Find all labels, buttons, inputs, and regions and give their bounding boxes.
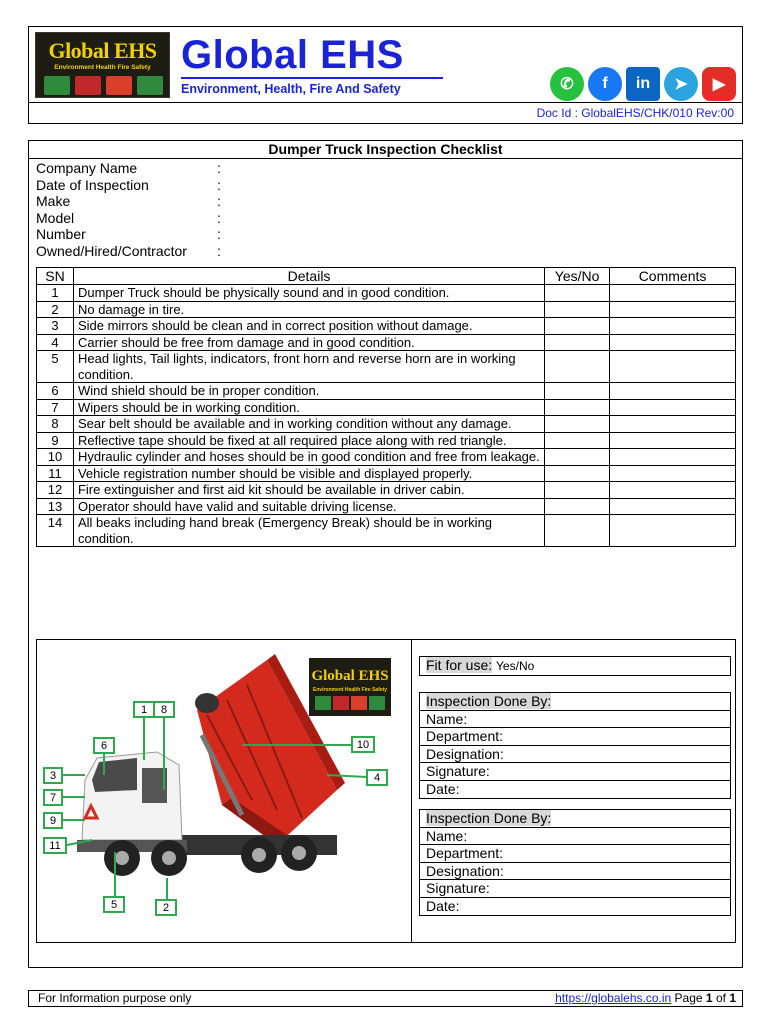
row-yes-no-cell[interactable] xyxy=(545,301,610,318)
global-ehs-logo xyxy=(35,32,170,98)
row-yes-no-cell[interactable] xyxy=(545,449,610,466)
footer-note: For Information purpose only xyxy=(38,991,192,1005)
row-details: Hydraulic cylinder and hoses should be in good condition and free from leakage. xyxy=(73,449,544,466)
info-label: Company Name xyxy=(36,160,138,176)
row-comments-cell[interactable] xyxy=(610,432,736,449)
row-sn: 7 xyxy=(37,399,74,416)
col-yes-no: Yes/No xyxy=(545,268,610,285)
inspection-title xyxy=(420,693,730,711)
inspection-block-2 xyxy=(419,809,731,916)
info-sep: : xyxy=(217,176,221,193)
row-sn: 3 xyxy=(37,318,74,335)
health-icon xyxy=(75,76,101,95)
info-sep: : xyxy=(217,226,221,243)
inspection-area xyxy=(36,639,736,943)
table-row xyxy=(37,285,736,302)
info-label: Owned/Hired/Contractor xyxy=(36,242,187,259)
row-comments-cell[interactable] xyxy=(610,301,736,318)
document-header xyxy=(28,26,743,124)
row-yes-no-cell[interactable] xyxy=(545,465,610,482)
row-details: No damage in tire. xyxy=(73,301,544,318)
dumper-truck-illustration xyxy=(77,654,345,876)
table-header-row xyxy=(37,268,736,285)
doc-id: Doc Id : GlobalEHS/CHK/010 Rev:00 xyxy=(536,106,734,120)
table-row xyxy=(37,383,736,400)
col-comments: Comments xyxy=(610,268,736,285)
row-sn: 12 xyxy=(37,482,74,499)
row-yes-no-cell[interactable] xyxy=(545,334,610,351)
youtube-icon[interactable]: ▶ xyxy=(702,67,736,101)
info-label: Date of Inspection xyxy=(36,176,149,193)
inspection-name-field[interactable]: Name: xyxy=(420,711,730,729)
info-fields xyxy=(36,160,221,260)
info-row xyxy=(36,210,221,227)
inspection-date-field[interactable]: Date: xyxy=(426,780,460,797)
row-comments-cell[interactable] xyxy=(610,318,736,335)
checklist-title: Dumper Truck Inspection Checklist xyxy=(29,141,742,159)
row-sn: 5 xyxy=(37,351,74,383)
row-sn: 14 xyxy=(37,515,74,547)
whatsapp-icon[interactable]: ✆ xyxy=(550,67,584,101)
row-comments-cell[interactable] xyxy=(610,351,736,383)
row-details: Carrier should be free from damage and in good condition. xyxy=(73,334,544,351)
brand-block xyxy=(181,33,443,96)
checklist-body xyxy=(37,285,736,547)
inspection-signature-field[interactable]: Signature: xyxy=(420,763,730,781)
table-row xyxy=(37,351,736,383)
logo-title: Global EHS xyxy=(48,38,157,63)
inspection-block-1 xyxy=(419,692,731,799)
row-comments-cell[interactable] xyxy=(610,482,736,499)
brand-title: Global EHS xyxy=(181,33,443,79)
row-yes-no-cell[interactable] xyxy=(545,482,610,499)
inspection-title-text: Inspection Done By: xyxy=(426,810,552,826)
row-comments-cell[interactable] xyxy=(610,465,736,482)
table-row xyxy=(37,416,736,433)
fit-for-use-label: Fit for use: xyxy=(426,657,493,673)
inspection-department-field[interactable]: Department: xyxy=(420,728,730,746)
row-details: Sear belt should be available and in working condition without any damage. xyxy=(73,416,544,433)
row-sn: 1 xyxy=(37,285,74,302)
info-label: Make xyxy=(36,193,71,210)
info-row xyxy=(36,193,221,210)
info-row xyxy=(36,177,221,194)
fit-for-use-value: Yes/No xyxy=(496,659,535,673)
fit-for-use-row[interactable] xyxy=(420,657,730,675)
header-banner xyxy=(29,27,742,103)
social-links xyxy=(550,67,736,101)
callout-2: 2 xyxy=(162,902,170,914)
row-sn: 6 xyxy=(37,383,74,400)
page-current: 1 xyxy=(705,991,713,1005)
truck-figure-panel xyxy=(37,640,412,942)
table-row xyxy=(37,399,736,416)
row-sn: 2 xyxy=(37,301,74,318)
table-row xyxy=(37,334,736,351)
callout-8: 8 xyxy=(160,704,168,716)
table-row xyxy=(37,301,736,318)
row-sn: 13 xyxy=(37,498,74,515)
row-sn: 8 xyxy=(37,416,74,433)
row-comments-cell[interactable] xyxy=(610,383,736,400)
table-row xyxy=(37,482,736,499)
table-row xyxy=(37,449,736,466)
callout-6: 6 xyxy=(100,740,108,752)
row-yes-no-cell[interactable] xyxy=(545,285,610,302)
row-details: Dumper Truck should be physically sound and in good condition. xyxy=(73,285,544,302)
row-details: Side mirrors should be clean and in correct position without damage. xyxy=(73,318,544,335)
telegram-icon[interactable]: ➤ xyxy=(664,67,698,101)
row-details: Wipers should be in working condition. xyxy=(73,399,544,416)
checklist-section xyxy=(28,140,743,968)
inspection-signature-field[interactable]: Signature: xyxy=(420,880,730,898)
row-details: Wind shield should be in proper condition. xyxy=(73,383,544,400)
brand-subtitle: Environment, Health, Fire And Safety xyxy=(181,82,401,96)
figure-logo-subtitle: Environment Health Fire Safety xyxy=(312,687,388,693)
info-label: Model xyxy=(36,209,75,226)
inspection-name-field[interactable]: Name: xyxy=(420,828,730,846)
row-details: Reflective tape should be fixed at all required place along with red triangle. xyxy=(73,432,544,449)
checklist-table xyxy=(36,267,736,547)
info-row xyxy=(36,243,221,260)
row-sn: 4 xyxy=(37,334,74,351)
inspection-designation-field[interactable]: Designation: xyxy=(420,746,730,764)
info-sep: : xyxy=(217,193,221,210)
row-yes-no-cell[interactable] xyxy=(545,318,610,335)
row-sn: 10 xyxy=(37,449,74,466)
page-footer xyxy=(28,990,743,1007)
inspection-title-text: Inspection Done By: xyxy=(426,693,552,709)
row-details: Fire extinguisher and first aid kit should be available in driver cabin. xyxy=(73,482,544,499)
col-details: Details xyxy=(73,268,544,285)
table-row xyxy=(37,318,736,335)
logo-subtitle: Environment Health Fire Safety xyxy=(54,64,151,71)
callout-1: 1 xyxy=(140,704,148,716)
row-comments-cell[interactable] xyxy=(610,498,736,515)
callout-9: 9 xyxy=(49,815,57,827)
inspection-department-field[interactable]: Department: xyxy=(420,845,730,863)
environment-icon xyxy=(44,76,70,95)
row-comments-cell[interactable] xyxy=(610,399,736,416)
fire-icon xyxy=(106,76,132,95)
inspection-date-field[interactable]: Date: xyxy=(426,897,460,914)
callout-11: 11 xyxy=(49,840,61,852)
page-label: Page xyxy=(674,991,703,1005)
row-details: All beaks including hand break (Emergency Break) should be in working condition. xyxy=(73,515,544,547)
truck-diagram xyxy=(37,640,412,942)
info-sep: : xyxy=(217,242,221,259)
row-comments-cell[interactable] xyxy=(610,285,736,302)
row-comments-cell[interactable] xyxy=(610,416,736,433)
row-yes-no-cell[interactable] xyxy=(545,351,610,383)
callout-7: 7 xyxy=(49,792,57,804)
logo-emblems xyxy=(44,76,163,96)
col-sn: SN xyxy=(37,268,74,285)
row-sn: 9 xyxy=(37,432,74,449)
inspection-designation-field[interactable]: Designation: xyxy=(420,863,730,881)
info-sep: : xyxy=(217,160,221,176)
row-yes-no-cell[interactable] xyxy=(545,498,610,515)
fit-for-use-box xyxy=(419,656,731,676)
row-yes-no-cell[interactable] xyxy=(545,416,610,433)
row-sn: 11 xyxy=(37,465,74,482)
callout-5: 5 xyxy=(110,899,118,911)
table-row xyxy=(37,515,736,547)
figure-logo xyxy=(309,658,391,716)
row-comments-cell[interactable] xyxy=(610,449,736,466)
facebook-icon[interactable]: f xyxy=(588,67,622,101)
inspection-title xyxy=(420,810,730,828)
callout-3: 3 xyxy=(49,770,57,782)
page-of: of xyxy=(715,991,726,1005)
row-comments-cell[interactable] xyxy=(610,515,736,547)
row-comments-cell[interactable] xyxy=(610,334,736,351)
info-row xyxy=(36,160,221,177)
safety-icon xyxy=(137,76,163,95)
info-row xyxy=(36,226,221,243)
page-total: 1 xyxy=(729,991,736,1005)
linkedin-icon[interactable]: in xyxy=(626,67,660,101)
row-yes-no-cell[interactable] xyxy=(545,515,610,547)
row-details: Vehicle registration number should be visible and displayed properly. xyxy=(73,465,544,482)
info-label: Number xyxy=(36,226,86,243)
row-details: Operator should have valid and suitable driving license. xyxy=(73,498,544,515)
figure-logo-title: Global EHS xyxy=(311,668,389,684)
row-details: Head lights, Tail lights, indicators, front horn and reverse horn are in working condition. xyxy=(73,351,544,383)
table-row xyxy=(37,498,736,515)
info-sep: : xyxy=(217,209,221,226)
table-row xyxy=(37,465,736,482)
row-yes-no-cell[interactable] xyxy=(545,383,610,400)
sign-off-panel xyxy=(412,640,735,942)
website-link[interactable]: https://globalehs.co.in xyxy=(555,991,672,1005)
footer-right xyxy=(555,991,736,1006)
row-yes-no-cell[interactable] xyxy=(545,399,610,416)
callout-4: 4 xyxy=(373,772,381,784)
row-yes-no-cell[interactable] xyxy=(545,432,610,449)
table-row xyxy=(37,432,736,449)
callout-10: 10 xyxy=(356,739,370,751)
